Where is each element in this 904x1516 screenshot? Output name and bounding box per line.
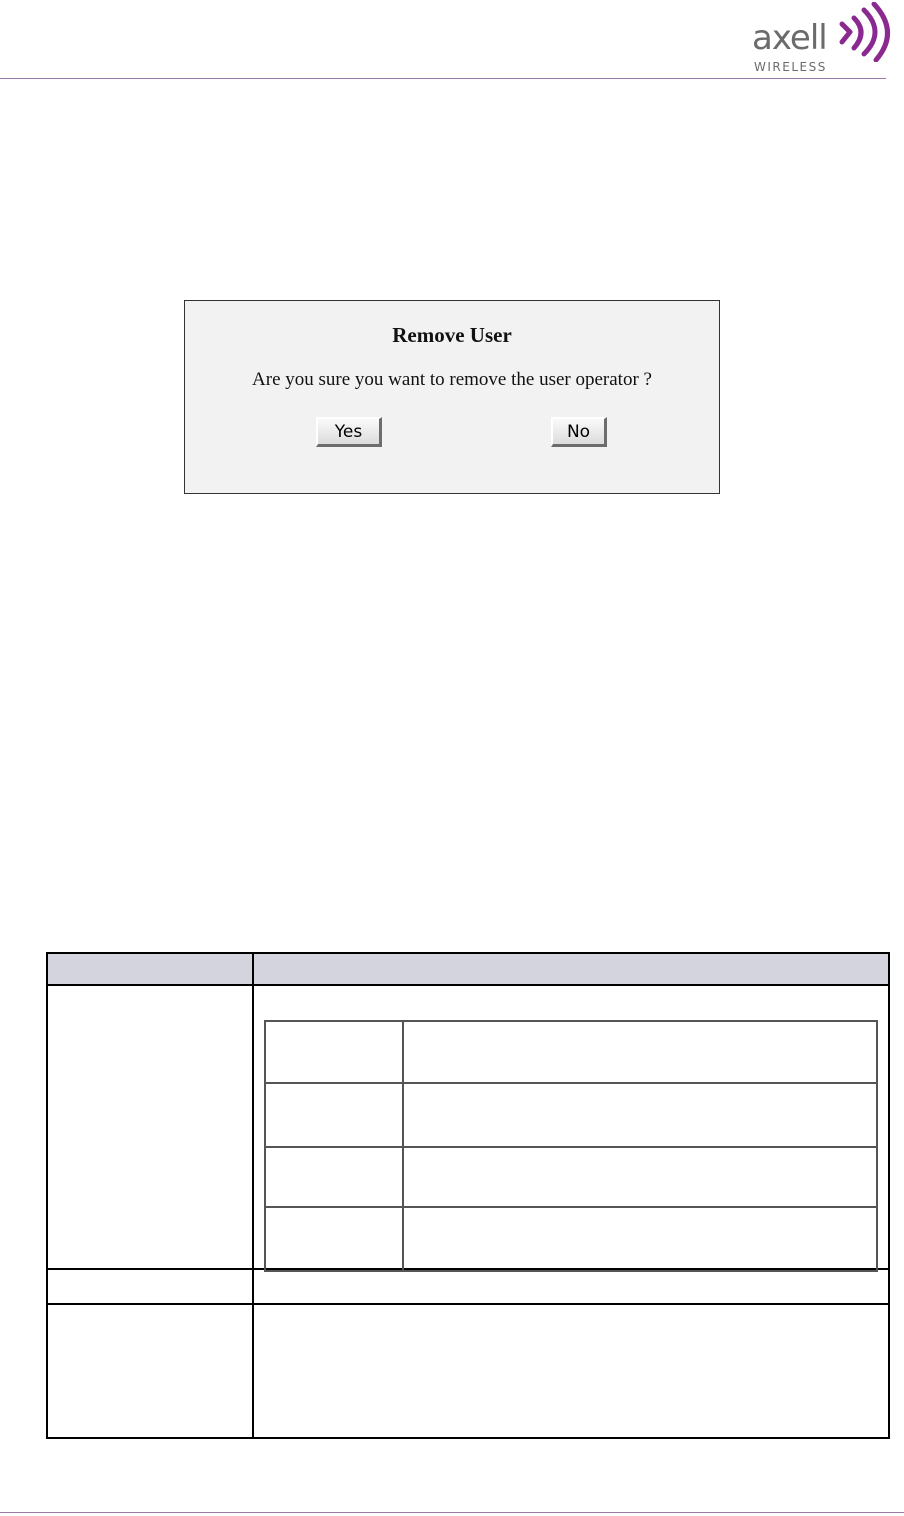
nested-table-row-divider: [266, 1146, 876, 1148]
dialog-message: Are you sure you want to remove the user operator ?: [252, 369, 652, 390]
table-header-row: [48, 954, 888, 986]
logo-subtitle: WIRELESS: [754, 60, 827, 74]
table-row-divider: [48, 1303, 888, 1305]
nested-table-row-divider: [266, 1082, 876, 1084]
nested-table: [264, 1020, 878, 1272]
logo-chevron-icon: [836, 2, 896, 62]
parameters-table: [46, 952, 890, 1439]
axell-wireless-logo: [752, 2, 897, 76]
header-divider: [0, 78, 886, 79]
remove-user-dialog: [184, 300, 720, 494]
footer-divider: [0, 1512, 904, 1513]
nested-table-row-divider: [266, 1206, 876, 1208]
yes-button[interactable]: Yes: [316, 417, 382, 447]
table-column-divider: [252, 954, 254, 1437]
dialog-title: Remove User: [392, 323, 512, 347]
no-button[interactable]: No: [551, 417, 607, 447]
logo-wordmark: axell: [752, 18, 827, 58]
